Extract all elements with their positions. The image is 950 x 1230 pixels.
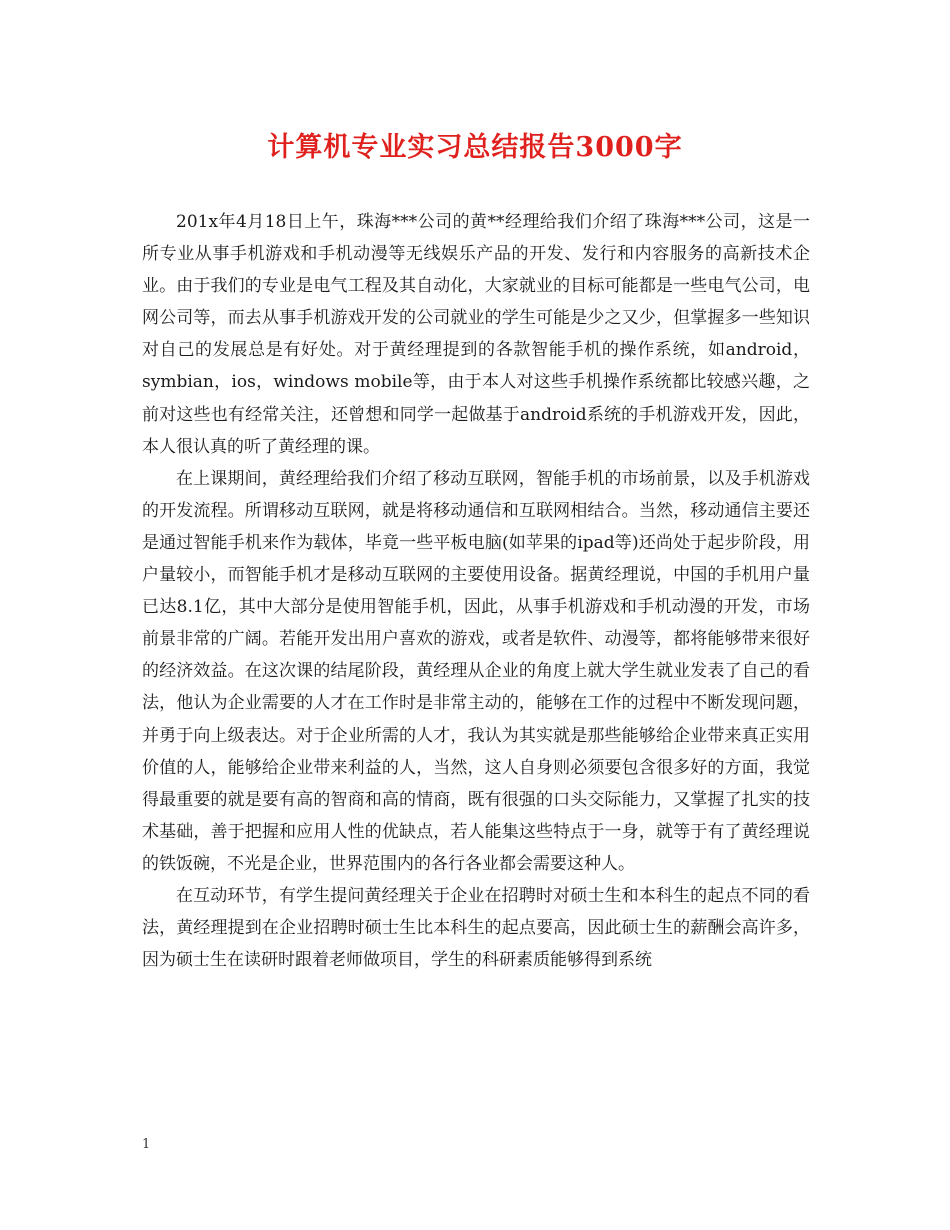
document-body — [142, 206, 810, 976]
page-number: 1 — [142, 1137, 151, 1152]
document-title: 计算机专业实习总结报告3000字 — [267, 132, 683, 163]
paragraph-1: 201x年4月18日上午，珠海***公司的黄**经理给我们介绍了珠海***公司，这是一所专业从事手机游戏和手机动漫等无线娱乐产品的开发、发行和内容服务的高新技术企业。由于我们的专业是电气工程及其自动化，大家就业的目标可能都是一些电气公司，电网公司等，而去从事手机游戏开发的公司就业的学生可能是少之又少，但掌握多一些知识对自己的发展总是有好处。对于黄经理提到的各款智能手机的操作系统，如android，symbian，ios，windows mobile等，由于本人对这些手机操作系统都比较感兴趣，之前对这些也有经常关注，还曾想和同学一起做基于android系统的手机游戏开发，因此，本人很认真的听了黄经理的课。 — [142, 212, 810, 457]
paragraph-3: 在互动环节，有学生提问黄经理关于企业在招聘时对硕士生和本科生的起点不同的看法，黄经理提到在企业招聘时硕士生比本科生的起点要高，因此硕士生的薪酬会高许多，因为硕士生在读研时跟着老师做项目，学生的科研素质能够得到系统 — [142, 885, 810, 971]
paragraph-2: 在上课期间，黄经理给我们介绍了移动互联网，智能手机的市场前景，以及手机游戏的开发流程。所谓移动互联网，就是将移动通信和互联网相结合。当然，移动通信主要还是通过智能手机来作为载体，毕竟一些平板电脑(如苹果的ipad等)还尚处于起步阶段，用户量较小，而智能手机才是移动互联网的主要使用设备。据黄经理说，中国的手机用户量已达8.1亿，其中大部分是使用智能手机，因此，从事手机游戏和手机动漫的开发，市场前景非常的广阔。若能开发出用户喜欢的游戏，或者是软件、动漫等，都将能够带来很好的经济效益。在这次课的结尾阶段，黄经理从企业的角度上就大学生就业发表了自己的看法，他认为企业需要的人才在工作时是非常主动的，能够在工作的过程中不断发现问题，并勇于向上级表达。对于企业所需的人才，我认为其实就是那些能够给企业带来真正实用价值的人，能够给企业带来利益的人，当然，这人自身则必须要包含很多好的方面，我觉得最重要的就是要有高的智商和高的情商，既有很强的口头交际能力，又掌握了扎实的技术基础，善于把握和应用人性的优缺点，若人能集这些特点于一身，就等于有了黄经理说的铁饭碗，不光是企业，世界范围内的各行各业都会需要这种人。 — [142, 468, 810, 874]
